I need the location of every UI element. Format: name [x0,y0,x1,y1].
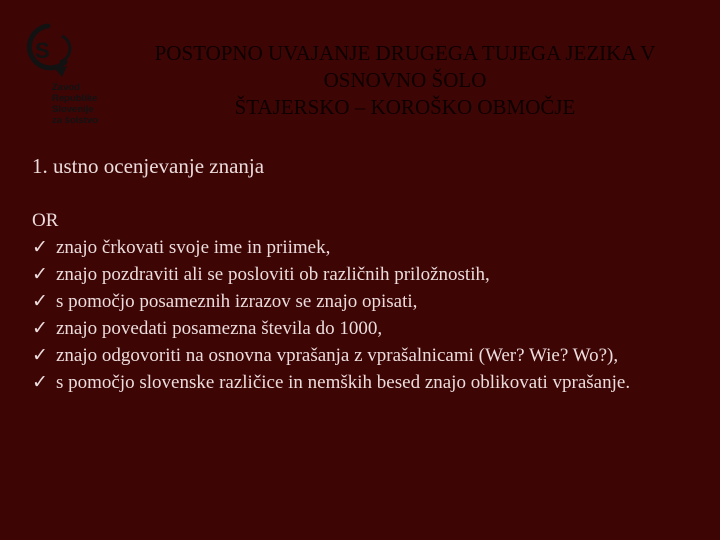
check-icon: ✓ [32,291,48,312]
list-item-text: znajo pozdraviti ali se posloviti ob različnih priložnostih, [56,264,490,285]
list-item [32,288,692,315]
check-icon: ✓ [32,345,48,366]
title-line-1: POSTOPNO UVAJANJE DRUGEGA TUJEGA JEZIKA V [154,41,656,65]
section-label: OR [32,210,59,231]
logo-line-3: Slovenije [52,104,94,115]
title-line-3: ŠTAJERSKO – KOROŠKO OBMOČJE [234,95,576,119]
list-item [32,342,692,369]
check-icon: ✓ [32,264,48,285]
list-item-text: znajo odgovoriti na osnovna vprašanja z vprašalnicami (Wer? Wie? Wo?), [56,345,619,366]
slide-title [95,40,715,121]
criteria-list [32,234,692,396]
title-line-2: OSNOVNO ŠOLO [323,68,487,92]
emblem-letter: S [35,38,50,63]
list-item [32,369,692,396]
list-item [32,261,692,288]
check-icon: ✓ [32,372,48,393]
logo-line-1: Zavod [52,82,80,93]
check-icon: ✓ [32,318,48,339]
s-emblem-icon [22,22,72,82]
list-item-text: znajo povedati posamezna števila do 1000, [56,318,383,339]
logo-line-2: Republike [52,93,98,104]
logo-text [52,82,98,126]
logo-line-4: za šolstvo [52,115,98,126]
list-item [32,315,692,342]
list-item-text: znajo črkovati svoje ime in priimek, [56,237,331,258]
list-item [32,234,692,261]
subtitle: 1. ustno ocenjevanje znanja [32,154,265,178]
list-item-text: s pomočjo slovenske različice in nemških besed znajo oblikovati vprašanje. [56,372,631,393]
check-icon: ✓ [32,237,48,258]
list-item-text: s pomočjo posameznih izrazov se znajo opisati, [56,291,418,312]
content-body [32,207,692,396]
